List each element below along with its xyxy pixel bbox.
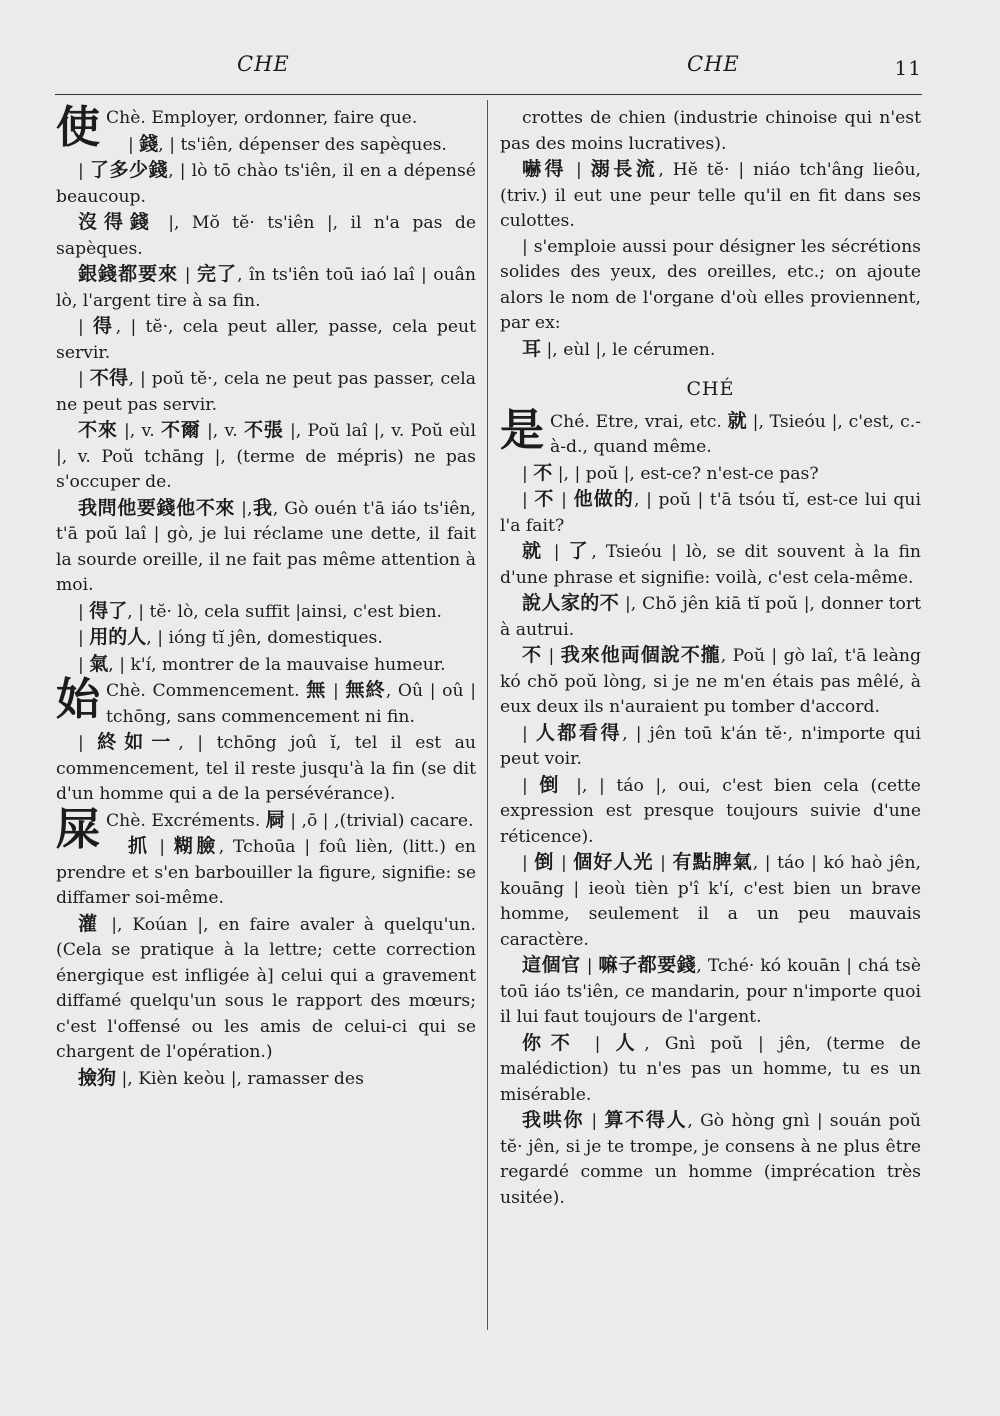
entry-text: Chè. Excréments. 屙 | ,ō | ,(trivial) cacare. <box>106 808 474 831</box>
dictionary-entry <box>56 496 476 599</box>
dictionary-entry <box>56 210 476 262</box>
entry-text: | 用的人, | ióng tĭ jên, domestiques. <box>78 626 383 648</box>
entry-text: 沒得錢 |, Mŏ tĕ· ts'iên |, il n'a pas de sapèques. <box>56 211 476 259</box>
entry-text: 我哄你 | 算不得人, Gò hòng gnì | souán poŭ tĕ· jên, si je te trompe, je consens à ne plus être regardé comme un homme (imprécation très usitée). <box>500 1109 921 1208</box>
dictionary-headword-entry <box>500 404 921 461</box>
page-number: 11 <box>894 56 922 80</box>
entry-text: | 了多少錢, | lò tō chào ts'iên, il en a dépensé beaucoup. <box>56 159 476 207</box>
entry-text: 撿狗 |, Kièn keòu |, ramasser des <box>78 1066 364 1089</box>
right-column <box>500 106 921 1211</box>
dictionary-entry <box>56 652 476 679</box>
entry-text: 這個官 | 嘛子都要錢, Tché· kó kouān | chá tsè toū iáo ts'iên, ce mandarin, pour n'importe quoi il lui faut toujours de l'argent. <box>500 954 921 1027</box>
section-heading: CHÉ <box>686 378 735 400</box>
dictionary-entry <box>56 132 476 159</box>
dictionary-entry <box>56 599 476 626</box>
entry-text: | 不 |, | poŭ |, est-ce? n'est-ce pas? <box>522 461 819 484</box>
dictionary-entry <box>500 157 921 235</box>
dictionary-entry <box>500 1108 921 1211</box>
dictionary-entry <box>500 337 921 364</box>
dictionary-entry <box>56 834 476 912</box>
dictionary-entry <box>500 461 921 488</box>
entry-text: | 倒 |, | táo |, oui, c'est bien cela (cette expression est presque toujours suivie d'une réticence). <box>500 773 921 847</box>
dictionary-entry <box>500 953 921 1031</box>
dictionary-entry <box>56 366 476 418</box>
entry-text: 就 | 了, Tsieóu | lò, se dit souvent à la fin d'une phrase et signifie: voilà, c'est cela-même. <box>500 540 921 588</box>
dictionary-entry <box>56 262 476 314</box>
running-head-left: CHE <box>237 52 290 76</box>
dictionary-entry <box>500 643 921 721</box>
dictionary-entry <box>500 1031 921 1109</box>
headword-character: 屎 <box>56 803 100 855</box>
header-rule <box>55 94 922 95</box>
dictionary-entry <box>500 539 921 591</box>
dictionary-entry <box>56 912 476 1066</box>
dictionary-entry <box>500 773 921 851</box>
entry-text: 你不 | 人, Gnì poŭ | jên, (terme de malédiction) tu n'es pas un homme, tu es un misérable. <box>500 1031 921 1105</box>
dictionary-entry <box>56 158 476 210</box>
entry-text: Chè. Commencement. 無 | 無終, Oû | oû | tchōng, sans commencement ni fin. <box>106 679 476 727</box>
entry-text: 灌 |, Koúan |, en faire avaler à quelqu'un. (Cela se pratique à la lettre; cette correction énergique est infligée à] celui qui a gravement diffamé quelqu'un sous le rapport des mœurs; c'est l'offensé ou les amis de celui-ci qui se chargent de l'opération.) <box>56 912 476 1062</box>
dictionary-entry <box>56 730 476 808</box>
entry-text: | 氣, | k'í, montrer de la mauvaise humeur. <box>78 652 446 675</box>
entry-text: 說人家的不 |, Chŏ jên kiā tĭ poŭ |, donner tort à autrui. <box>500 592 921 640</box>
entry-text: | 人都看得, | jên toū k'án tĕ·, n'importe qui peut voir. <box>500 721 921 769</box>
entry-text: | 得了, | tĕ· lò, cela suffit |ainsi, c'est bien. <box>78 599 442 622</box>
entry-text: 不 | 我來他両個說不攏, Poŭ | gò laî, t'ā leàng kó chŏ poŭ lòng, si je ne m'en étais pas mêlé, à eux deux ils n'auraient pu tomber d'accord. <box>500 644 921 717</box>
dictionary-entry <box>500 106 921 157</box>
entry-text: | 錢, | ts'iên, dépenser des sapèques. <box>128 132 447 155</box>
entry-text: Chè. Employer, ordonner, faire que. <box>106 108 418 128</box>
dictionary-entry <box>56 314 476 366</box>
headword-character: 始 <box>56 674 100 725</box>
entry-text: | 得, | tĕ·, cela peut aller, passe, cela peut servir. <box>56 315 476 363</box>
entry-text: | 不 | 他做的, | poŭ | t'ā tsóu tĭ, est-ce lui qui l'a fait? <box>500 488 921 536</box>
dictionary-headword-entry <box>56 803 476 855</box>
dictionary-entry <box>56 418 476 496</box>
left-column <box>56 102 476 1092</box>
entry-text: | s'emploie aussi pour désigner les sécrétions solides des yeux, des oreilles, etc.; on ajoute alors le nom de l'organe d'où elles proviennent, par ex: <box>500 236 921 333</box>
dictionary-entry <box>56 1066 476 1093</box>
entry-text: 抓 | 糊臉, Tchoūa | foû lièn, (litt.) en prendre et s'en barbouiller la figure, signifie: se diffamer soi-même. <box>56 835 476 908</box>
dictionary-entry <box>56 625 476 652</box>
entry-text: | 終如一, | tchōng joû ĭ, tel il est au commencement, tel il reste jusqu'à la fin (se dit d'un homme qui a de la persévérance). <box>56 731 476 804</box>
entry-text: | 不得, | poŭ tĕ·, cela ne peut pas passer, cela ne peut pas servir. <box>56 367 476 415</box>
column-divider <box>487 100 488 1330</box>
entry-text: 耳 |, eùl |, le cérumen. <box>522 337 716 360</box>
dictionary-entry <box>500 487 921 539</box>
entry-text: Ché. Etre, vrai, etc. 就 |, Tsieóu |, c'est, c.-à-d., quand même. <box>550 409 921 457</box>
dictionary-entry <box>500 591 921 643</box>
dictionary-entry <box>500 721 921 773</box>
headword-character: 是 <box>500 404 544 456</box>
entry-text: 我問他要錢他不來 |,我, Gò ouén t'ā iáo ts'iên, t'ā poŭ laî | gò, je lui réclame une dette, il fait la sourde oreille, il ne fait pas même attention à moi. <box>56 496 476 595</box>
entry-text: crottes de chien (industrie chinoise qui n'est pas des moins lucratives). <box>500 108 921 154</box>
dictionary-entry <box>500 850 921 953</box>
entry-text: 不來 |, v. 不爾 |, v. 不張 |, Poŭ laî |, v. Poŭ eùl |, v. Poŭ tchāng |, (terme de mépris) ne pas s'occuper de. <box>56 419 476 492</box>
entry-text: 嚇得 | 溺長流, Hĕ tĕ· | niáo tch'âng lieôu, (triv.) il eut une peur telle qu'il en fit dans ses culottes. <box>500 158 921 231</box>
entry-text: 銀錢都要來 | 完了, în ts'iên toū iaó laî | ouân lò, l'argent tire à sa fin. <box>56 263 476 311</box>
entry-text: | 倒 | 個好人光 | 有點脾氣, | táo | kó haò jên, kouāng | ieoù tièn p'î k'í, c'est bien un brave homme, seulement il a un peu mauvais caractère. <box>500 851 921 950</box>
headword-character: 使 <box>56 102 100 153</box>
dictionary-headword-entry <box>56 674 476 730</box>
dictionary-entry <box>500 235 921 337</box>
running-head-right: CHE <box>687 52 740 76</box>
